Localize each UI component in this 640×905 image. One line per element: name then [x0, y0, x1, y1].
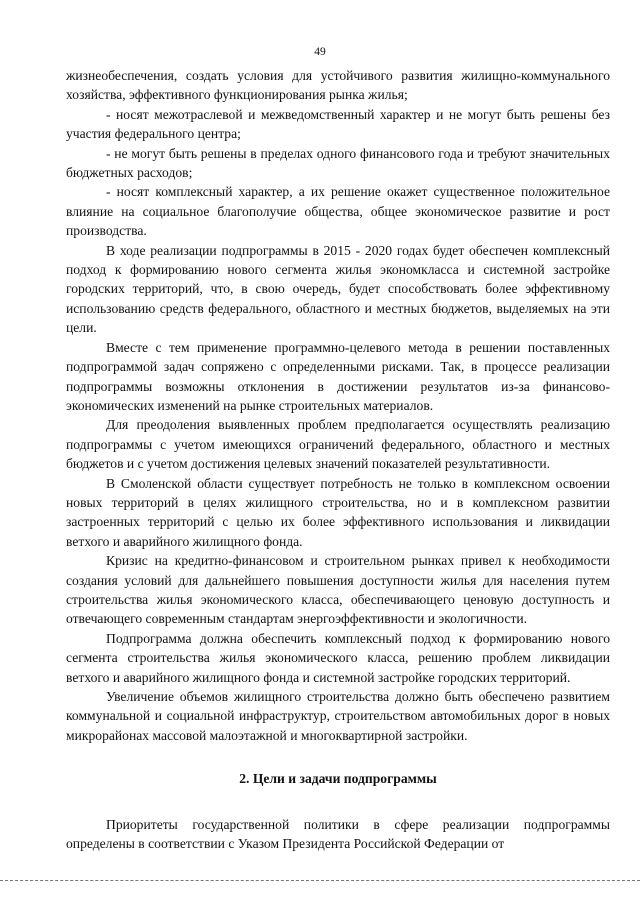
- paragraph: жизнеобеспечения, создать условия для устойчивого развития жилищно-коммунального хозяйства, эффективного функционирования рынка жилья;: [66, 68, 610, 103]
- section-heading: 2. Цели и задачи подпрограммы: [239, 771, 437, 787]
- paragraph: Подпрограмма должна обеспечить комплексный подход к формированию нового сегмента строительства жилья экономического класса, решению проблем ликвидации ветхого и аварийного жилищного фонда и системной застройке городских территорий.: [66, 630, 610, 685]
- paragraph: - носят комплексный характер, а их решение окажет существенное положительное влияние на социальное благополучие общества, общее экономическое развитие и рост производства.: [66, 184, 610, 239]
- paragraph: В Смоленской области существует потребность не только в комплексном освоении новых территорий в целях жилищного строительства, но и в комплексном развитии застроенных территорий с целью их более эффективного использования и ликвидации ветхого и аварийного жилищного фонда.: [66, 475, 610, 549]
- footer-divider: [0, 880, 640, 882]
- paragraph: - носят межотраслевой и межведомственный характер и не могут быть решены без участия федерального центра;: [66, 106, 610, 142]
- paragraph: В ходе реализации подпрограммы в 2015 - 2020 годах будет обеспечен комплексный подход к формированию нового сегмента жилья экономкласса и системной застройке городских территорий, что, в свою очередь, будет способствовать более эффективному использованию средств федерального, областного и местных бюджетов, выделяемых на эти цели.: [66, 242, 610, 336]
- document-body: [66, 66, 610, 853]
- paragraph: Увеличение объемов жилищного строительства должно быть обеспечено развитием коммунальной и социальной инфраструктур, строительством автомобильных дорог в новых микрорайонах массовой малоэтажной и многоквартирной застройки.: [66, 689, 610, 743]
- paragraph: Кризис на кредитно-финансовом и строительном рынках привел к необходимости создания условий для дальнейшего повышения доступности жилья для населения путем строительства жилья экономического класса, обеспечивающего ценовую доступность и отвечающего современным стандартам энергоэффективности и экологичности.: [66, 553, 610, 627]
- paragraph: Вместе с тем применение программно-целевого метода в решении поставленных подпрограммой задач сопряжено с определенными рисками. Так, в процессе реализации подпрограммы возможны отклонения в достижении результатов из-за финансово-экономических изменений на рынке строительных материалов.: [66, 339, 610, 413]
- page-number: 49: [314, 46, 326, 58]
- paragraph: Приоритеты государственной политики в сфере реализации подпрограммы определены в соответствии с Указом Президента Российской Федерации от: [66, 816, 610, 852]
- paragraph: Для преодоления выявленных проблем предполагается осуществлять реализацию подпрограммы с учетом имеющихся ограничений федерального, областного и местных бюджетов и с учетом достижения целевых значений показателей результативности.: [66, 417, 610, 472]
- paragraph: - не могут быть решены в пределах одного финансового года и требуют значительных бюджетных расходов;: [66, 145, 610, 181]
